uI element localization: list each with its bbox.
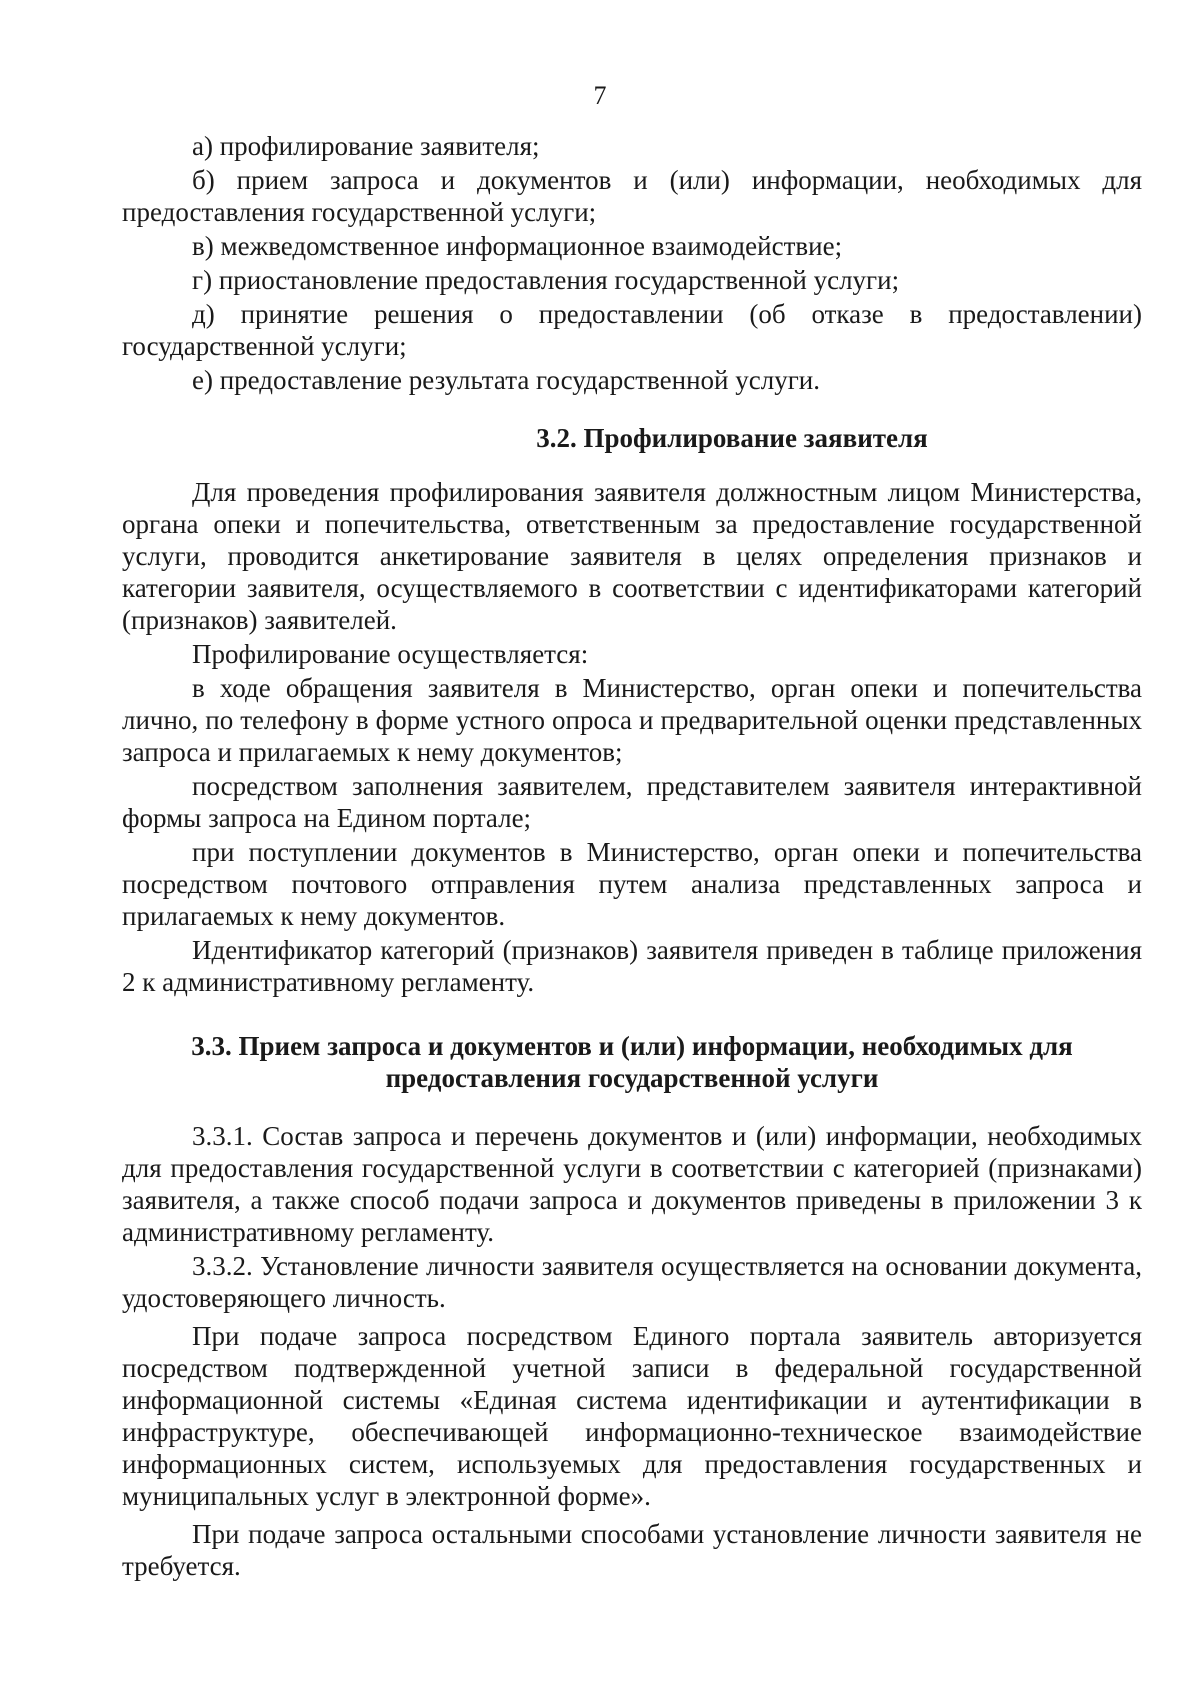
document-body bbox=[122, 130, 1142, 1584]
paragraph: 3.3.1. Состав запроса и перечень документов и (или) информации, необходимых для предоставления государственной услуги в соответствии с категорией (признаками) заявителя, а также способ подачи запроса и документов приведены в приложении 3 к административному регламенту. bbox=[122, 1121, 1142, 1247]
paragraph: при поступлении документов в Министерство, орган опеки и попечительства посредством почтового отправления путем анализа представленных запроса и прилагаемых к нему документов. bbox=[122, 837, 1142, 931]
list-item: а) профилирование заявителя; bbox=[192, 131, 540, 161]
list-item: в) межведомственное информационное взаимодействие; bbox=[192, 231, 843, 261]
paragraph: Профилирование осуществляется: bbox=[192, 639, 589, 669]
paragraph: Для проведения профилирования заявителя должностным лицом Министерства, органа опеки и попечительства, ответственным за предоставление государственной услуги, проводится анкетирование заявителя в целях определения признаков и категории заявителя, осуществляемого в соответствии с идентификаторами категорий (признаков) заявителей. bbox=[122, 477, 1142, 635]
paragraph: посредством заполнения заявителем, представителем заявителя интерактивной формы запроса на Едином портале; bbox=[122, 771, 1142, 833]
page-number: 7 bbox=[593, 81, 607, 110]
list-item: б) прием запроса и документов и (или) информации, необходимых для предоставления государственной услуги; bbox=[122, 165, 1142, 227]
stages-list bbox=[122, 130, 1142, 396]
paragraph: в ходе обращения заявителя в Министерство, орган опеки и попечительства лично, по телефону в форме устного опроса и предварительной оценки представленных запроса и прилагаемых к нему документов; bbox=[122, 673, 1142, 767]
paragraph: Идентификатор категорий (признаков) заявителя приведен в таблице приложения 2 к административному регламенту. bbox=[122, 935, 1142, 997]
section-3-2-body bbox=[122, 476, 1142, 998]
paragraph: При подаче запроса остальными способами установление личности заявителя не требуется. bbox=[122, 1519, 1142, 1581]
list-item: д) принятие решения о предоставлении (об отказе в предоставлении) государственной услуги; bbox=[122, 299, 1142, 361]
section-3-3-body bbox=[122, 1120, 1142, 1582]
section-heading-3-2: 3.2. Профилирование заявителя bbox=[536, 423, 928, 453]
paragraph: При подаче запроса посредством Единого портала заявитель авторизуется посредством подтвержденной учетной записи в федеральной государственной информационной системы «Единая система идентификации и аутентификации в инфраструктуре, обеспечивающей информационно-техническое взаимодействие информационных систем, используемых для предоставления государственных и муниципальных услуг в электронной форме». bbox=[122, 1321, 1142, 1511]
list-item: г) приостановление предоставления государственной услуги; bbox=[192, 265, 900, 295]
list-item: е) предоставление результата государственной услуги. bbox=[192, 365, 820, 395]
section-heading-3-3: 3.3. Прием запроса и документов и (или) информации, необходимых для предоставления государственной услуги bbox=[191, 1031, 1073, 1093]
paragraph: 3.3.2. Установление личности заявителя осуществляется на основании документа, удостоверяющего личность. bbox=[122, 1251, 1142, 1313]
